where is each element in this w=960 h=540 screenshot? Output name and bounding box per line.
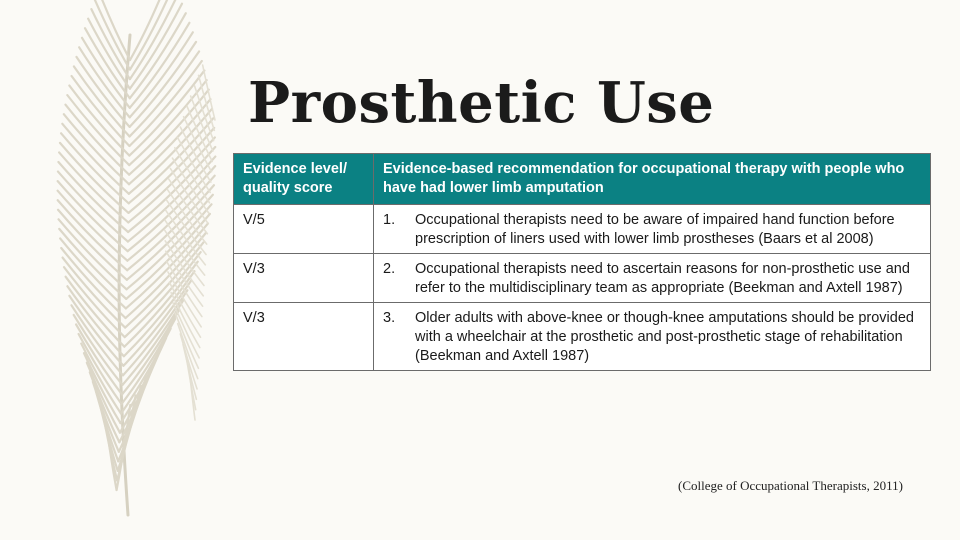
evidence-level-cell: V/5 — [234, 205, 374, 254]
recommendation-cell — [374, 254, 931, 303]
recommendation-cell — [374, 205, 931, 254]
recommendation-number: 2. — [383, 261, 396, 277]
evidence-table — [233, 153, 930, 371]
header-evidence-level: Evidence level/ quality score — [234, 154, 374, 205]
recommendation-number: 1. — [383, 212, 396, 228]
table-header-row — [234, 154, 931, 205]
slide-title: Prosthetic Use — [248, 70, 715, 136]
recommendation-text: Occupational therapists need to ascertain reasons for non-prosthetic use and refer to the multidisciplinary team as appropriate (Beekman and Axtell 1987) — [415, 261, 910, 296]
table-row — [234, 205, 931, 254]
recommendation-cell — [374, 303, 931, 371]
recommendation-text: Occupational therapists need to be aware of impaired hand function before prescription of liners used with lower limb prostheses (Baars et al 2008) — [415, 212, 895, 247]
evidence-level-cell: V/3 — [234, 254, 374, 303]
table-row — [234, 254, 931, 303]
evidence-level-cell: V/3 — [234, 303, 374, 371]
table-row — [234, 303, 931, 371]
citation: (College of Occupational Therapists, 2011) — [678, 478, 903, 493]
recommendation-number: 3. — [383, 310, 396, 326]
header-recommendation: Evidence-based recommendation for occupational therapy with people who have had lower limb amputation — [374, 154, 931, 205]
recommendation-text: Older adults with above-knee or though-knee amputations should be provided with a wheelchair at the prosthetic and post-prosthetic stage of rehabilitation (Beekman and Axtell 1987) — [415, 310, 914, 364]
